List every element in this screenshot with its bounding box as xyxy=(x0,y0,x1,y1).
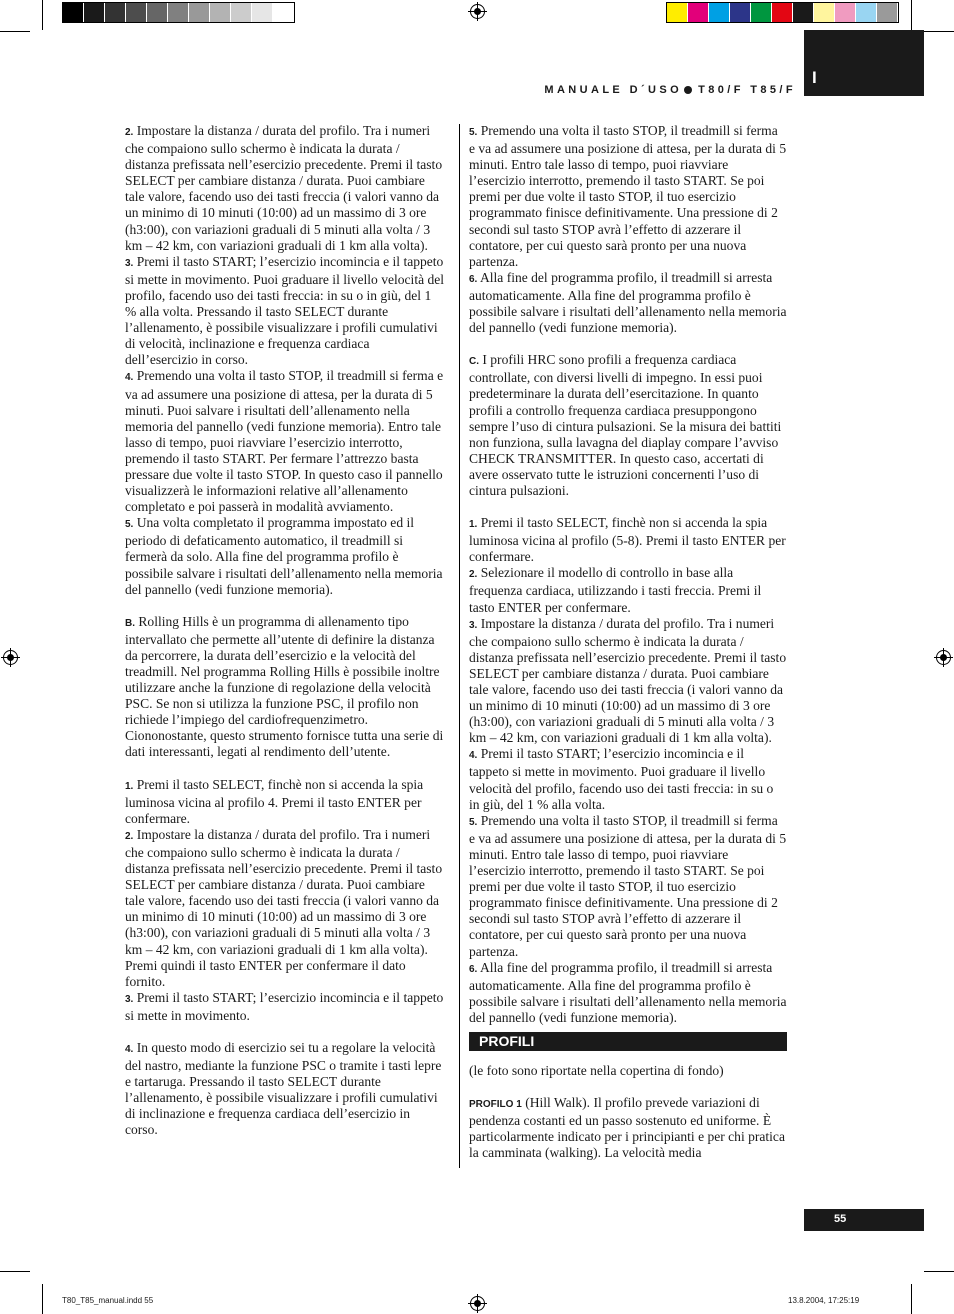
running-header xyxy=(544,84,796,96)
right-column-steps xyxy=(469,123,787,1026)
crop-mark xyxy=(0,1271,30,1272)
color-swatch xyxy=(210,3,231,22)
header-manual-title: MANUALE D´USO xyxy=(544,84,683,96)
numbered-paragraph xyxy=(125,990,445,1024)
color-swatch xyxy=(84,3,105,22)
color-swatch xyxy=(667,3,688,22)
color-swatch xyxy=(147,3,168,22)
step-number: 1. xyxy=(469,519,478,531)
color-swatch xyxy=(231,3,252,22)
numbered-paragraph xyxy=(125,777,445,827)
step-text: Alla fine del programma profilo, il treadmill si arresta automaticamente. Alla fine del programma profilo è possibile salvare i risultati dell’allenamento nella memoria del pannello (vedi funzione memoria). xyxy=(469,959,787,1025)
color-swatch xyxy=(189,3,210,22)
step-number: 4. xyxy=(125,1043,134,1055)
step-text: In questo modo di esercizio sei tu a regolare la velocità del nastro, mediante la funzione PSC o tramite i tasti lepre e tartaruga. Pressando il tasto SELECT durante l’allenamento, è possibile visualizzare i profili cumulativi di inclinazione e frequenza cardiaca dell’esercizio in corso. xyxy=(125,1039,442,1138)
color-swatch xyxy=(730,3,751,22)
step-number: 6. xyxy=(469,963,478,975)
language-tab xyxy=(804,30,924,96)
numbered-paragraph xyxy=(469,813,787,960)
numbered-paragraph xyxy=(469,565,787,615)
crop-mark xyxy=(924,31,954,32)
step-text: Impostare la distanza / durata del profilo. Tra i numeri che compaiono sullo schermo è indicata la durata / distanza prefissata nell’esercizio precedente. Premi il tasto SELECT per cambiare distanza / durata. Puoi cambiare tale valore, facendo uso dei tasti freccia (i valori vanno da un minimo di 10 minuti (10:00) ad un massimo di 3 ore (h3:00), con variazioni graduali di 5 minuti alla volta / 3 km – 42 km, con variazioni graduali di 1 km alla volta). xyxy=(125,123,443,253)
color-swatch xyxy=(252,3,273,22)
step-number: 2. xyxy=(469,569,478,581)
crop-mark xyxy=(42,1284,43,1314)
profile-1-text: (Hill Walk). Il profilo prevede variazioni di pendenza costanti ed un passo sostenuto ed uniforme. È particolarmente indicato per i principianti e per chi pratica la camminata (walking). La velocità media xyxy=(469,1095,785,1161)
photo-note: (le foto sono riportate nella copertina di fondo) xyxy=(469,1062,724,1078)
color-swatch xyxy=(168,3,189,22)
numbered-paragraph xyxy=(469,352,787,499)
crop-mark xyxy=(911,0,912,30)
color-bar xyxy=(666,2,899,23)
step-text: Alla fine del programma profilo, il treadmill si arresta automaticamente. Alla fine del programma profilo è possibile salvare i risultati dell’allenamento nella memoria del pannello (vedi funzione memoria). xyxy=(469,269,787,336)
color-swatch xyxy=(105,3,126,22)
step-text: Premi il tasto START; l’esercizio incomincia e il tappeto si mette in movimento. xyxy=(125,989,444,1023)
color-swatch xyxy=(688,3,709,22)
color-swatch xyxy=(814,3,835,22)
left-column xyxy=(125,123,445,1139)
profile-1-paragraph xyxy=(469,1095,787,1161)
step-number: C. xyxy=(469,356,479,368)
step-number: 4. xyxy=(125,372,134,384)
color-swatch xyxy=(751,3,772,22)
color-swatch xyxy=(273,3,294,22)
language-tab-label: I xyxy=(812,68,817,87)
step-number: 5. xyxy=(125,519,134,531)
step-number: 2. xyxy=(125,127,134,138)
step-text: Rolling Hills è un programma di allenamento tipo intervallato che permette all’utente di definire la distanza da percorrere, la durata dell’esercizio e la velocità del treadmill. Nel programma Rolling Hills è possibile inoltre utilizzare anche la funzione di regolazione della velocità PSC. Se non si utilizza la funzione PSC, il profilo non richiede l’impiego del cardiofrequenzimetro. Ciononostante, questo strumento fornisce tutta una serie di dati interessanti, legati al rendimento dell’utente. xyxy=(125,613,444,760)
step-text: Impostare la distanza / durata del profilo. Tra i numeri che compaiono sullo schermo è indicata la durata / distanza prefissata nell’esercizio precedente. Premi il tasto SELECT per cambiare distanza / durata. Puoi cambiare tale valore, facendo uso dei tasti freccia (i valori vanno da un minimo di 10 minuti (10:00) ad un massimo di 3 ore (h3:00), con variazioni graduali di 5 minuti alla volta / 3 km – 42 km, con variazioni graduali di 1 km alla volta). Premi quindi il tasto ENTER per confermare il dato fornito. xyxy=(125,826,443,989)
crop-mark xyxy=(911,1284,912,1314)
registration-mark-icon xyxy=(3,650,18,665)
step-text: Impostare la distanza / durata del profilo. Tra i numeri che compaiono sullo schermo è indicata la durata / distanza prefissata nell’esercizio precedente. Premi il tasto SELECT per cambiare distanza / durata. Puoi cambiare tale valore, facendo uso dei tasti freccia (i valori vanno da un minimo di 10 minuti (10:00) ad un massimo di 3 ore (h3:00), con variazioni graduali di 5 minuti alla volta / 3 km – 42 km, con variazioni graduali di 1 km alla volta). xyxy=(469,615,787,746)
numbered-paragraph xyxy=(469,960,787,1026)
step-number: 1. xyxy=(125,780,134,792)
crop-mark xyxy=(42,0,43,30)
step-number: 5. xyxy=(469,816,478,828)
color-swatch xyxy=(709,3,730,22)
numbered-paragraph xyxy=(469,270,787,336)
step-number: 2. xyxy=(125,830,134,842)
bullet-icon xyxy=(684,86,692,94)
section-heading-profili: PROFILI xyxy=(469,1032,787,1051)
color-swatch xyxy=(877,3,898,22)
step-number: 4. xyxy=(469,750,478,762)
step-text: I profili HRC sono profili a frequenza cardiaca controllate, con diversi livelli di impegno. In essi puoi predeterminare la durata dell’esercitazione. In quanto profili a controllo frequenza cardiaca presuppongono sempre l’uso di cintura pulsazioni. Se la misura dei battiti non funziona, sulla lavagna del diaplay compare l’avviso CHECK TRANSMITTER. In questo caso, accertati di avere osservato tutte le istruzioni concernenti l’uso di cintura pulsazioni. xyxy=(469,352,782,498)
color-swatch xyxy=(126,3,147,22)
step-number: 6. xyxy=(469,273,478,285)
step-number: 3. xyxy=(125,257,134,269)
gray-color-bar xyxy=(62,2,295,23)
column-divider xyxy=(459,124,460,1168)
registration-mark-icon xyxy=(470,4,485,19)
registration-mark-icon xyxy=(936,650,951,665)
page-number-box xyxy=(804,1209,924,1231)
numbered-paragraph xyxy=(469,515,787,565)
numbered-paragraph xyxy=(469,123,787,270)
numbered-paragraph xyxy=(125,1040,445,1139)
step-text: Premi il tasto SELECT, finchè non si accenda la spia luminosa vicina al profilo 4. Premi il tasto ENTER per confermare. xyxy=(125,776,424,826)
step-text: Premendo una volta il tasto STOP, il treadmill si ferma e va ad assumere una posizione di attesa, per la durata di 5 minuti. Entro tale lasso di tempo, puoi riavviare l’esercizio interrotto, premendo il tasto START. Se poi premi per due volte il tasto STOP, il tuo esercizio programmato finisce definitivamente. Una pressione di 2 secondi sul tasto STOP avrà l’effetto di azzerare il contatore, per cui questo sarà pronto per una nuova partenza. xyxy=(469,812,787,959)
step-number: 3. xyxy=(125,993,134,1005)
numbered-paragraph xyxy=(125,123,445,254)
color-swatch xyxy=(793,3,814,22)
step-text: Premendo una volta il tasto STOP, il treadmill si ferma e va ad assumere una posizione di attesa, per la durata di 5 minuti. Entro tale lasso di tempo, puoi riavviare l’esercizio interrotto, premendo il tasto START. Se poi premi per due volte il tasto STOP, il tuo esercizio programmato finisce definitivamente. Una pressione di 2 secondi sul tasto STOP avrà l’effetto di azzerare il contatore, per cui questo sarà pronto per una nuova partenza. xyxy=(469,123,787,269)
step-number: B. xyxy=(125,617,135,629)
step-number: 5. xyxy=(469,127,478,138)
numbered-paragraph xyxy=(469,746,787,812)
step-number: 3. xyxy=(469,619,478,631)
right-column xyxy=(469,123,787,1161)
numbered-paragraph xyxy=(125,254,445,369)
step-text: Premi il tasto START; l’esercizio incomincia e il tappeto si mette in movimento. Puoi graduare il livello velocità del profilo, facendo uso dei tasti freccia: in su o in giù, del 1 % alla volta. Pressando il tasto SELECT durante l’allenamento, è possibile visualizzare i profili cumulativi di velocità, inclinazione e frequenza cardiaca dell’esercizio in corso. xyxy=(125,253,445,368)
numbered-paragraph xyxy=(125,614,445,761)
profile-1-label: PROFILO 1 xyxy=(469,1099,522,1111)
color-swatch xyxy=(835,3,856,22)
footer-timestamp: 13.8.2004, 17:25:19 xyxy=(788,1296,860,1305)
numbered-paragraph xyxy=(125,368,445,515)
step-text: Una volta completato il programma impostato ed il periodo di defaticamento automatico, il treadmill si fermerà da solo. Alla fine del programma profilo è possibile salvare i risultati dell’allenamento nella memoria del pannello (vedi funzione memoria). xyxy=(125,515,443,597)
page-number: 55 xyxy=(834,1213,847,1225)
numbered-paragraph xyxy=(469,616,787,747)
color-swatch xyxy=(63,3,84,22)
step-text: Premendo una volta il tasto STOP, il treadmill si ferma e va ad assumere una posizione di attesa, per la durata di 5 minuti. Puoi salvare i risultati dell’allenamento nella memoria del pannello (vedi funzione memoria). Entro tale lasso di tempo, puoi riavviare l’esercizio interrotto, premendo il tasto START. Per fermare l’attrezzo basta pressare due volte il tasto STOP. In questo caso il pannello visualizzerà le informazioni relative all’allenamento completato e poi passerà in modalità avviamento. xyxy=(125,368,444,515)
footer-filename: T80_T85_manual.indd 55 xyxy=(62,1296,154,1305)
numbered-paragraph xyxy=(125,827,445,990)
numbered-paragraph xyxy=(125,515,445,597)
registration-mark-icon xyxy=(470,1296,485,1311)
crop-mark xyxy=(0,31,30,32)
crop-mark xyxy=(924,1271,954,1272)
step-text: Selezionare il modello di controllo in base alla frequenza cardiaca, utilizzando i tasti freccia. Premi il tasto ENTER per confermare. xyxy=(469,565,762,615)
step-text: Premi il tasto SELECT, finchè non si accenda la spia luminosa vicina al profilo (5-8). Premi il tasto ENTER per confermare. xyxy=(469,515,786,565)
color-swatch xyxy=(856,3,877,22)
step-text: Premi il tasto START; l’esercizio incomincia e il tappeto si mette in movimento. Puoi graduare il livello velocità del profilo, facendo uso dei tasti freccia: in su o in giù, del 1 % alla volta. xyxy=(469,746,774,812)
header-model: T80/F T85/F xyxy=(698,84,796,96)
color-swatch xyxy=(772,3,793,22)
